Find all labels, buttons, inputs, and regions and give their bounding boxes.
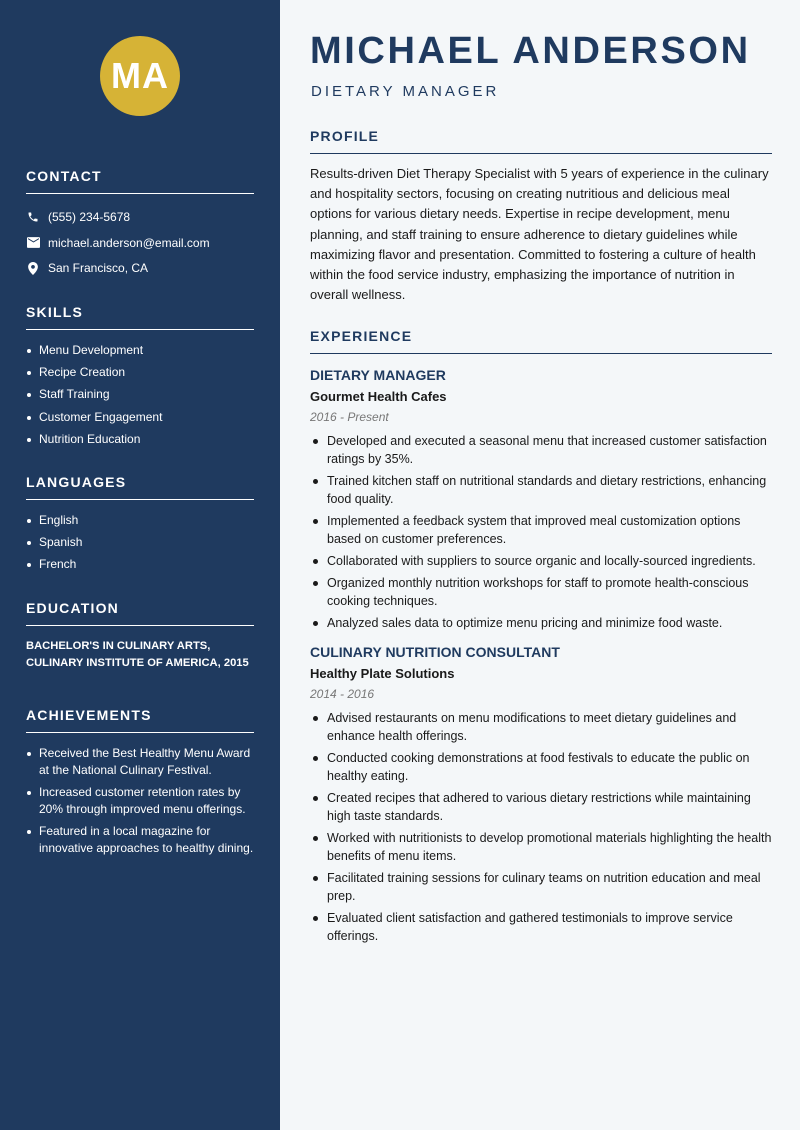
contact-phone <box>26 208 254 226</box>
list-item: Created recipes that adhered to various dietary restrictions while maintaining high taste standards. <box>310 789 772 825</box>
profile-summary: Results-driven Diet Therapy Specialist with 5 years of experience in the culinary and hospitality sectors, focusing on creating nutritious and delicious meal options for various dietary needs. Expertise in recipe development, menu planning, and staff training to ensure adherence to dietary guidelines while maximizing flavor and presentation. Committed to fostering a culture of health within the food service industry, emphasizing the importance of nutrition in overall wellness. <box>310 166 769 303</box>
contact-heading: CONTACT <box>26 168 254 194</box>
list-item: Implemented a feedback system that improved meal customization options based on customer preferences. <box>310 512 772 548</box>
list-item: Conducted cooking demonstrations at food festivals to educate the public on healthy eating. <box>310 749 772 785</box>
education-section <box>26 600 254 672</box>
list-item: Received the Best Healthy Menu Award at the National Culinary Festival. <box>26 745 254 779</box>
achievements-heading: ACHIEVEMENTS <box>26 707 254 733</box>
list-item: Staff Training <box>26 386 254 403</box>
list-item: French <box>26 556 254 573</box>
achievements-section <box>26 707 254 863</box>
skills-heading: SKILLS <box>26 304 254 330</box>
job-entry <box>310 367 772 632</box>
location-text: San Francisco, CA <box>48 261 149 276</box>
skills-list <box>26 342 254 448</box>
job-dates: 2014 - 2016 <box>310 687 375 701</box>
contact-list <box>26 208 254 277</box>
email-text[interactable]: michael.anderson@email.com <box>48 235 210 250</box>
education-heading: EDUCATION <box>26 600 254 626</box>
list-item: Advised restaurants on menu modifications to meet dietary guidelines and enhance health offerings. <box>310 709 772 745</box>
list-item: Nutrition Education <box>26 431 254 448</box>
job-title: CULINARY NUTRITION CONSULTANT <box>310 644 560 660</box>
languages-heading: LANGUAGES <box>26 474 254 500</box>
avatar-initials: MA <box>100 36 180 116</box>
experience-heading: EXPERIENCE <box>310 328 772 354</box>
list-item: English <box>26 512 254 529</box>
list-item: Menu Development <box>26 342 254 359</box>
profile-heading: PROFILE <box>310 128 772 154</box>
candidate-name: MICHAEL ANDERSON <box>310 30 751 72</box>
skills-section <box>26 304 254 453</box>
languages-list <box>26 512 254 573</box>
experience-section <box>310 328 772 949</box>
job-title: DIETARY MANAGER <box>310 367 446 383</box>
phone-icon <box>26 210 40 224</box>
contact-location <box>26 259 254 277</box>
contact-section <box>26 168 254 285</box>
list-item: Worked with nutritionists to develop promotional materials highlighting the health benefits of menu items. <box>310 829 772 865</box>
list-item: Organized monthly nutrition workshops for staff to promote health-conscious cooking techniques. <box>310 574 772 610</box>
sidebar <box>0 0 280 1130</box>
list-item: Featured in a local magazine for innovative approaches to healthy dining. <box>26 823 254 857</box>
list-item: Customer Engagement <box>26 409 254 426</box>
job-dates: 2016 - Present <box>310 410 389 424</box>
list-item: Developed and executed a seasonal menu that increased customer satisfaction ratings by 35%. <box>310 432 772 468</box>
job-entry <box>310 644 772 945</box>
job-bullets <box>310 432 772 632</box>
email-icon <box>26 236 40 250</box>
list-item: Increased customer retention rates by 20% through improved menu offerings. <box>26 784 254 818</box>
location-pin-icon <box>26 261 40 275</box>
company-name: Gourmet Health Cafes <box>310 389 447 404</box>
list-item: Recipe Creation <box>26 364 254 381</box>
company-name: Healthy Plate Solutions <box>310 666 455 681</box>
list-item: Collaborated with suppliers to source organic and locally-sourced ingredients. <box>310 552 772 570</box>
list-item: Analyzed sales data to optimize menu pricing and minimize food waste. <box>310 614 772 632</box>
languages-section <box>26 474 254 579</box>
list-item: Spanish <box>26 534 254 551</box>
list-item: Trained kitchen staff on nutritional standards and dietary restrictions, enhancing food quality. <box>310 472 772 508</box>
profile-section <box>310 128 772 305</box>
candidate-title: DIETARY MANAGER <box>311 83 500 100</box>
phone-text[interactable]: (555) 234-5678 <box>48 210 131 224</box>
education-degree: BACHELOR'S IN CULINARY ARTS, CULINARY INSTITUTE OF AMERICA, 2015 <box>26 640 249 669</box>
achievements-list <box>26 745 254 857</box>
list-item: Evaluated client satisfaction and gathered testimonials to improve service offerings. <box>310 909 772 945</box>
contact-email <box>26 234 254 252</box>
job-bullets <box>310 709 772 945</box>
list-item: Facilitated training sessions for culinary teams on nutrition education and meal prep. <box>310 869 772 905</box>
